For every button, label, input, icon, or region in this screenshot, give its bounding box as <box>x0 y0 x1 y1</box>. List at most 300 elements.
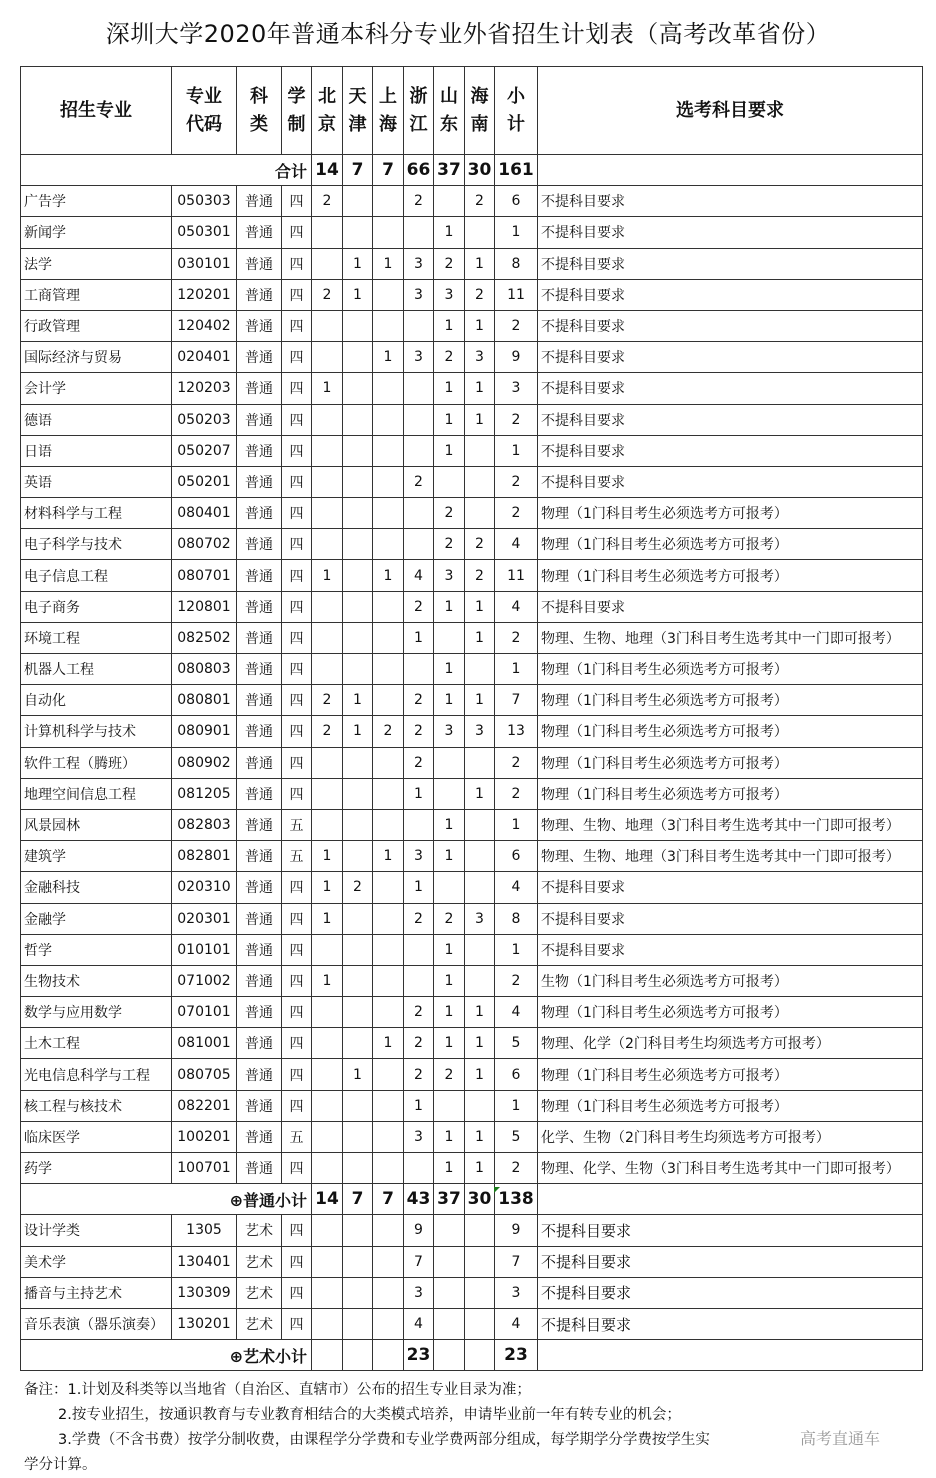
shandong-cell <box>434 186 465 217</box>
beijing-cell <box>312 217 343 248</box>
tianjin-cell <box>343 903 373 934</box>
subtotal-cell: 4 <box>495 591 538 622</box>
zhejiang-cell: 3 <box>404 841 434 872</box>
category-cell: 普通 <box>237 529 282 560</box>
zhejiang-cell: 7 <box>404 1246 434 1277</box>
shandong-cell: 2 <box>434 1059 465 1090</box>
major-code-cell: 020310 <box>172 872 237 903</box>
shanghai-cell: 1 <box>373 342 404 373</box>
tianjin-cell <box>343 622 373 653</box>
total-row-row <box>21 155 923 186</box>
tianjin-cell <box>343 809 373 840</box>
category-cell: 普通 <box>237 841 282 872</box>
column-header: 天津 <box>343 67 373 155</box>
beijing-cell <box>312 1028 343 1059</box>
major-name-cell: 金融学 <box>21 903 172 934</box>
shanghai-cell <box>373 1153 404 1184</box>
subtotal-cell: 5 <box>495 1121 538 1152</box>
table-row <box>21 498 923 529</box>
zhejiang-cell: 9 <box>404 1215 434 1246</box>
hainan-cell <box>465 1246 495 1277</box>
shandong-cell: 2 <box>434 342 465 373</box>
shanghai-cell <box>373 778 404 809</box>
hainan-cell: 1 <box>465 248 495 279</box>
shandong-cell <box>434 466 465 497</box>
major-code-cell: 100701 <box>172 1153 237 1184</box>
subject-requirement-cell: 不提科目要求 <box>538 342 923 373</box>
column-header: 招生专业 <box>21 67 172 155</box>
page-title: 深圳大学2020年普通本科分专业外省招生计划表（高考改革省份） <box>105 20 831 48</box>
column-header: 选考科目要求 <box>538 67 923 155</box>
major-code-cell: 120201 <box>172 279 237 310</box>
hainan-cell: 1 <box>465 1028 495 1059</box>
total-cell: 23 <box>404 1340 434 1371</box>
major-code-cell: 082803 <box>172 809 237 840</box>
shandong-cell: 2 <box>434 529 465 560</box>
major-name-cell: 电子科学与技术 <box>21 529 172 560</box>
subject-requirement-cell: 物理（1门科目考生必须选考方可报考） <box>538 1090 923 1121</box>
category-cell: 普通 <box>237 466 282 497</box>
shandong-cell: 1 <box>434 591 465 622</box>
shanghai-cell <box>373 186 404 217</box>
shandong-cell <box>434 1215 465 1246</box>
shanghai-cell <box>373 747 404 778</box>
tianjin-cell <box>343 435 373 466</box>
category-cell: 普通 <box>237 716 282 747</box>
major-code-cell: 120801 <box>172 591 237 622</box>
duration-cell: 四 <box>282 1246 312 1277</box>
zhejiang-cell <box>404 965 434 996</box>
hainan-cell <box>465 1308 495 1339</box>
category-cell: 普通 <box>237 1153 282 1184</box>
major-name-cell: 新闻学 <box>21 217 172 248</box>
table-row <box>21 1215 923 1246</box>
tianjin-cell <box>343 373 373 404</box>
zhejiang-cell: 3 <box>404 1277 434 1308</box>
tianjin-cell <box>343 654 373 685</box>
category-cell: 普通 <box>237 435 282 466</box>
tianjin-cell <box>343 1277 373 1308</box>
column-header: 上海 <box>373 67 404 155</box>
major-name-cell: 机器人工程 <box>21 654 172 685</box>
major-code-cell: 080705 <box>172 1059 237 1090</box>
subject-requirement-cell: 不提科目要求 <box>538 404 923 435</box>
row-label: ⊕艺术小计 <box>21 1340 312 1371</box>
total-cell <box>312 1340 343 1371</box>
hainan-cell: 1 <box>465 373 495 404</box>
duration-cell: 四 <box>282 248 312 279</box>
category-cell: 普通 <box>237 872 282 903</box>
shandong-cell: 1 <box>434 997 465 1028</box>
shanghai-cell <box>373 622 404 653</box>
major-name-cell: 工商管理 <box>21 279 172 310</box>
duration-cell: 四 <box>282 186 312 217</box>
subject-requirement-cell: 物理（1门科目考生必须选考方可报考） <box>538 747 923 778</box>
subject-requirement-cell: 物理（1门科目考生必须选考方可报考） <box>538 1059 923 1090</box>
subtotal-cell: 4 <box>495 872 538 903</box>
zhejiang-cell <box>404 529 434 560</box>
total-cell: 14 <box>312 155 343 186</box>
total-cell: 43 <box>404 1184 434 1215</box>
major-name-cell: 临床医学 <box>21 1121 172 1152</box>
tianjin-cell <box>343 342 373 373</box>
major-code-cell: 030101 <box>172 248 237 279</box>
major-code-cell: 050207 <box>172 435 237 466</box>
hainan-cell: 3 <box>465 903 495 934</box>
major-name-cell: 金融科技 <box>21 872 172 903</box>
subject-requirement-cell: 不提科目要求 <box>538 373 923 404</box>
category-cell: 普通 <box>237 622 282 653</box>
hainan-cell: 2 <box>465 560 495 591</box>
beijing-cell <box>312 1215 343 1246</box>
beijing-cell <box>312 654 343 685</box>
category-cell: 普通 <box>237 778 282 809</box>
table-row <box>21 1308 923 1339</box>
major-code-cell: 020401 <box>172 342 237 373</box>
hainan-cell <box>465 217 495 248</box>
subtotal-cell: 3 <box>495 373 538 404</box>
beijing-cell <box>312 404 343 435</box>
subject-requirement-cell: 不提科目要求 <box>538 1246 923 1277</box>
tianjin-cell <box>343 1215 373 1246</box>
hainan-cell <box>465 809 495 840</box>
table-row <box>21 841 923 872</box>
category-cell: 艺术 <box>237 1246 282 1277</box>
beijing-cell <box>312 529 343 560</box>
major-name-cell: 软件工程（腾班） <box>21 747 172 778</box>
zhejiang-cell: 3 <box>404 279 434 310</box>
category-cell: 普通 <box>237 279 282 310</box>
column-header: 专业代码 <box>172 67 237 155</box>
major-name-cell: 数学与应用数学 <box>21 997 172 1028</box>
enrollment-plan-table <box>20 66 923 1371</box>
hainan-cell <box>465 654 495 685</box>
beijing-cell <box>312 809 343 840</box>
subject-requirement-cell: 不提科目要求 <box>538 279 923 310</box>
duration-cell: 四 <box>282 778 312 809</box>
total-cell <box>373 1340 404 1371</box>
table-row <box>21 997 923 1028</box>
beijing-cell <box>312 1090 343 1121</box>
zhejiang-cell <box>404 373 434 404</box>
hainan-cell <box>465 435 495 466</box>
major-name-cell: 法学 <box>21 248 172 279</box>
shandong-cell: 3 <box>434 279 465 310</box>
subject-requirement-cell: 物理（1门科目考生必须选考方可报考） <box>538 560 923 591</box>
subject-requirement-cell: 不提科目要求 <box>538 217 923 248</box>
zhejiang-cell: 1 <box>404 778 434 809</box>
category-cell: 普通 <box>237 903 282 934</box>
duration-cell: 四 <box>282 622 312 653</box>
total-cell <box>434 1340 465 1371</box>
empty-cell <box>538 1340 923 1371</box>
tianjin-cell: 1 <box>343 1059 373 1090</box>
subtotal-cell: 8 <box>495 248 538 279</box>
duration-cell: 四 <box>282 1153 312 1184</box>
beijing-cell <box>312 342 343 373</box>
major-code-cell: 050303 <box>172 186 237 217</box>
major-code-cell: 081205 <box>172 778 237 809</box>
hainan-cell <box>465 466 495 497</box>
zhejiang-cell: 2 <box>404 1059 434 1090</box>
zhejiang-cell <box>404 435 434 466</box>
note-3-cont: 学分计算。 <box>24 1457 97 1473</box>
hainan-cell <box>465 1277 495 1308</box>
table-row <box>21 1059 923 1090</box>
subtotal-cell: 2 <box>495 404 538 435</box>
major-code-cell: 130309 <box>172 1277 237 1308</box>
duration-cell: 四 <box>282 560 312 591</box>
tianjin-cell <box>343 1028 373 1059</box>
major-code-cell: 082201 <box>172 1090 237 1121</box>
hainan-cell: 3 <box>465 716 495 747</box>
duration-cell: 四 <box>282 279 312 310</box>
table-row <box>21 373 923 404</box>
beijing-cell <box>312 435 343 466</box>
major-name-cell: 英语 <box>21 466 172 497</box>
column-header: 北京 <box>312 67 343 155</box>
subject-requirement-cell: 不提科目要求 <box>538 1308 923 1339</box>
shanghai-cell <box>373 373 404 404</box>
shandong-cell: 3 <box>434 560 465 591</box>
category-cell: 普通 <box>237 809 282 840</box>
major-code-cell: 071002 <box>172 965 237 996</box>
total-cell: 138 <box>495 1184 538 1215</box>
beijing-cell <box>312 1153 343 1184</box>
column-header: 学制 <box>282 67 312 155</box>
shanghai-cell <box>373 498 404 529</box>
shanghai-cell: 1 <box>373 560 404 591</box>
major-code-cell: 050203 <box>172 404 237 435</box>
beijing-cell <box>312 934 343 965</box>
major-name-cell: 生物技术 <box>21 965 172 996</box>
shandong-cell: 1 <box>434 435 465 466</box>
major-code-cell: 080702 <box>172 529 237 560</box>
subject-requirement-cell: 化学、生物（2门科目考生均须选考方可报考） <box>538 1121 923 1152</box>
beijing-cell: 1 <box>312 373 343 404</box>
category-cell: 艺术 <box>237 1308 282 1339</box>
subject-requirement-cell: 生物（1门科目考生必须选考方可报考） <box>538 965 923 996</box>
beijing-cell <box>312 622 343 653</box>
major-code-cell: 082502 <box>172 622 237 653</box>
duration-cell: 五 <box>282 809 312 840</box>
subject-requirement-cell: 物理（1门科目考生必须选考方可报考） <box>538 529 923 560</box>
tianjin-cell <box>343 1090 373 1121</box>
table-row <box>21 872 923 903</box>
shandong-cell: 1 <box>434 809 465 840</box>
tianjin-cell <box>343 1308 373 1339</box>
table-row <box>21 716 923 747</box>
category-cell: 普通 <box>237 310 282 341</box>
beijing-cell: 2 <box>312 716 343 747</box>
tianjin-cell <box>343 997 373 1028</box>
duration-cell: 四 <box>282 872 312 903</box>
table-row <box>21 560 923 591</box>
total-cell: 23 <box>495 1340 538 1371</box>
tianjin-cell <box>343 1153 373 1184</box>
subject-requirement-cell: 物理（1门科目考生必须选考方可报考） <box>538 498 923 529</box>
major-name-cell: 德语 <box>21 404 172 435</box>
subject-requirement-cell: 物理、生物、地理（3门科目考生选考其中一门即可报考） <box>538 622 923 653</box>
shandong-cell <box>434 622 465 653</box>
category-cell: 普通 <box>237 934 282 965</box>
major-code-cell: 082801 <box>172 841 237 872</box>
subject-requirement-cell: 物理、化学、生物（3门科目考生选考其中一门即可报考） <box>538 1153 923 1184</box>
hainan-cell: 2 <box>465 529 495 560</box>
category-cell: 普通 <box>237 591 282 622</box>
total-cell: 7 <box>373 1184 404 1215</box>
category-cell: 普通 <box>237 186 282 217</box>
subject-requirement-cell: 物理（1门科目考生必须选考方可报考） <box>538 716 923 747</box>
total-cell: 37 <box>434 155 465 186</box>
major-name-cell: 国际经济与贸易 <box>21 342 172 373</box>
tianjin-cell <box>343 529 373 560</box>
beijing-cell <box>312 248 343 279</box>
beijing-cell <box>312 591 343 622</box>
duration-cell: 四 <box>282 310 312 341</box>
zhejiang-cell: 2 <box>404 747 434 778</box>
major-code-cell: 120402 <box>172 310 237 341</box>
major-code-cell: 130201 <box>172 1308 237 1339</box>
table-row <box>21 903 923 934</box>
subtotal-cell: 1 <box>495 654 538 685</box>
duration-cell: 四 <box>282 591 312 622</box>
shanghai-cell <box>373 310 404 341</box>
hainan-cell: 1 <box>465 778 495 809</box>
column-header: 浙江 <box>404 67 434 155</box>
table-row <box>21 1277 923 1308</box>
major-code-cell: 081001 <box>172 1028 237 1059</box>
hainan-cell: 1 <box>465 685 495 716</box>
table-row <box>21 1153 923 1184</box>
category-cell: 艺术 <box>237 1277 282 1308</box>
beijing-cell: 1 <box>312 872 343 903</box>
beijing-cell <box>312 466 343 497</box>
column-header: 科类 <box>237 67 282 155</box>
table-row <box>21 1028 923 1059</box>
major-name-cell: 计算机科学与技术 <box>21 716 172 747</box>
beijing-cell <box>312 747 343 778</box>
duration-cell: 四 <box>282 1059 312 1090</box>
watermark: 高考直通车 <box>800 1429 881 1448</box>
zhejiang-cell: 3 <box>404 248 434 279</box>
major-code-cell: 010101 <box>172 934 237 965</box>
beijing-cell <box>312 1308 343 1339</box>
major-code-cell: 050201 <box>172 466 237 497</box>
shanghai-cell <box>373 685 404 716</box>
tianjin-cell <box>343 591 373 622</box>
beijing-cell <box>312 498 343 529</box>
shanghai-cell <box>373 1121 404 1152</box>
zhejiang-cell <box>404 498 434 529</box>
major-name-cell: 播音与主持艺术 <box>21 1277 172 1308</box>
subtotal-cell: 6 <box>495 841 538 872</box>
art-subtotal-row <box>21 1340 923 1371</box>
category-cell: 普通 <box>237 560 282 591</box>
subtotal-cell: 8 <box>495 903 538 934</box>
duration-cell: 四 <box>282 342 312 373</box>
shandong-cell <box>434 1246 465 1277</box>
table-row <box>21 435 923 466</box>
shanghai-cell <box>373 466 404 497</box>
major-code-cell: 100201 <box>172 1121 237 1152</box>
shanghai-cell <box>373 404 404 435</box>
major-code-cell: 130401 <box>172 1246 237 1277</box>
beijing-cell <box>312 310 343 341</box>
zhejiang-cell: 2 <box>404 685 434 716</box>
subtotal-cell: 13 <box>495 716 538 747</box>
major-name-cell: 美术学 <box>21 1246 172 1277</box>
tianjin-cell <box>343 1121 373 1152</box>
category-cell: 普通 <box>237 404 282 435</box>
table-row <box>21 1090 923 1121</box>
row-label: ⊕普通小计 <box>21 1184 312 1215</box>
tianjin-cell: 1 <box>343 685 373 716</box>
table-row <box>21 342 923 373</box>
duration-cell: 四 <box>282 934 312 965</box>
beijing-cell: 2 <box>312 279 343 310</box>
hainan-cell: 1 <box>465 622 495 653</box>
subtotal-cell: 7 <box>495 1246 538 1277</box>
subtotal-cell: 6 <box>495 1059 538 1090</box>
tianjin-cell <box>343 965 373 996</box>
table-row <box>21 934 923 965</box>
duration-cell: 四 <box>282 747 312 778</box>
shandong-cell: 1 <box>434 1153 465 1184</box>
tianjin-cell <box>343 404 373 435</box>
shanghai-cell <box>373 1090 404 1121</box>
duration-cell: 五 <box>282 841 312 872</box>
table-row <box>21 622 923 653</box>
total-cell: 37 <box>434 1184 465 1215</box>
duration-cell: 四 <box>282 435 312 466</box>
shandong-cell: 1 <box>434 654 465 685</box>
tianjin-cell: 2 <box>343 872 373 903</box>
shanghai-cell <box>373 872 404 903</box>
shanghai-cell <box>373 217 404 248</box>
subtotal-cell: 2 <box>495 498 538 529</box>
column-header: 海南 <box>465 67 495 155</box>
beijing-cell: 1 <box>312 560 343 591</box>
tianjin-cell <box>343 310 373 341</box>
subject-requirement-cell: 物理、生物、地理（3门科目考生选考其中一门即可报考） <box>538 841 923 872</box>
category-cell: 普通 <box>237 1090 282 1121</box>
duration-cell: 五 <box>282 1121 312 1152</box>
shanghai-cell <box>373 934 404 965</box>
subject-requirement-cell: 不提科目要求 <box>538 872 923 903</box>
row-label: 合计 <box>21 155 312 186</box>
tianjin-cell: 1 <box>343 279 373 310</box>
zhejiang-cell: 2 <box>404 716 434 747</box>
major-name-cell: 地理空间信息工程 <box>21 778 172 809</box>
category-cell: 普通 <box>237 498 282 529</box>
shandong-cell: 2 <box>434 498 465 529</box>
shanghai-cell <box>373 279 404 310</box>
subject-requirement-cell: 物理（1门科目考生必须选考方可报考） <box>538 778 923 809</box>
shanghai-cell <box>373 1059 404 1090</box>
table-row <box>21 466 923 497</box>
duration-cell: 四 <box>282 716 312 747</box>
zhejiang-cell <box>404 310 434 341</box>
shanghai-cell <box>373 654 404 685</box>
table-row <box>21 279 923 310</box>
major-name-cell: 电子信息工程 <box>21 560 172 591</box>
shanghai-cell <box>373 1277 404 1308</box>
tianjin-cell <box>343 747 373 778</box>
zhejiang-cell: 1 <box>404 1090 434 1121</box>
table-row <box>21 778 923 809</box>
subtotal-cell: 1 <box>495 934 538 965</box>
